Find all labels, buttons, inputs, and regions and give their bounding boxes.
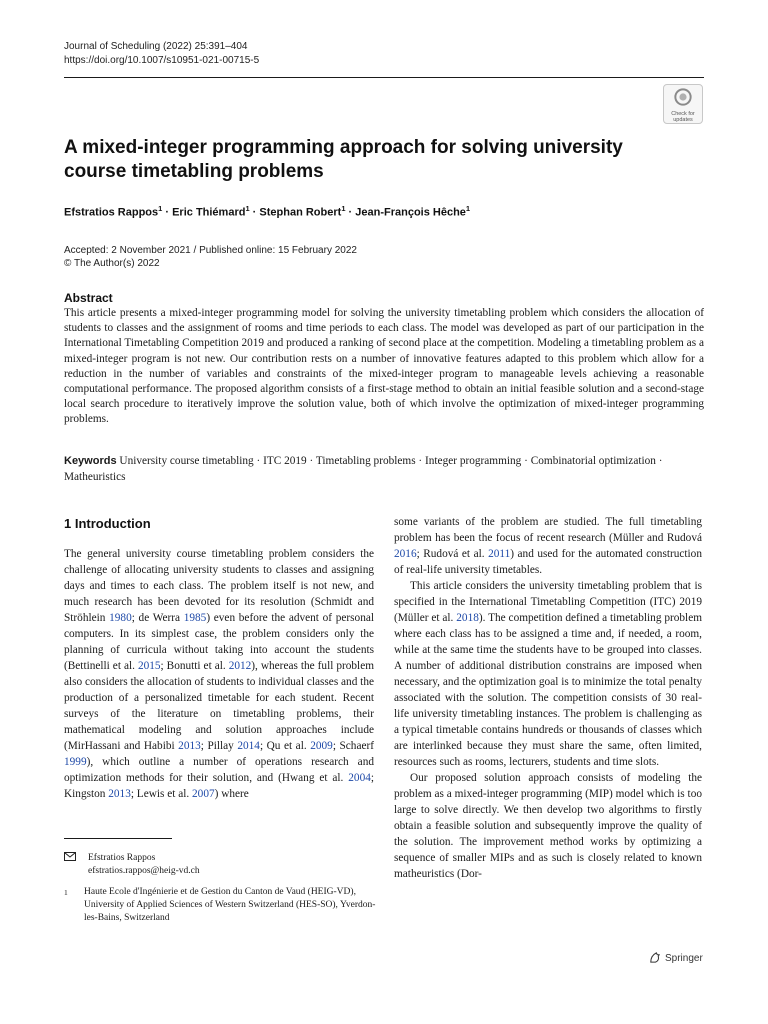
author-name[interactable]: Efstratios Rappos (64, 206, 159, 219)
citation-link[interactable]: 2009 (310, 740, 333, 752)
body-text: some variants of the problem are studied. The full timetabling problem has been the focus of recent research (Müller and Rudová (394, 516, 702, 544)
footnote-rule (64, 838, 172, 839)
publication-dates: Accepted: 2 November 2021 / Published online: 15 February 2022 (64, 245, 357, 256)
badge-line2: updates (673, 117, 693, 123)
citation-link[interactable]: 2011 (488, 548, 511, 560)
crossmark-icon (674, 88, 692, 106)
body-text: ; Pillay (200, 740, 238, 752)
paragraph (394, 770, 702, 882)
paragraph (394, 514, 702, 578)
citation-link[interactable]: 2007 (192, 788, 215, 800)
body-text: ; Rudová et al. (416, 548, 489, 560)
author-name[interactable]: Eric Thiémard (172, 206, 246, 219)
body-text: ) where (214, 788, 249, 800)
citation-link[interactable]: 2018 (456, 612, 479, 624)
body-text: This article considers the university timetabling problem that is specified in the International Timetabling Competition (ITC) 2019 (Müller et al. (394, 580, 702, 624)
body-text: ), whereas the full problem also considers the allocation of students to individual classes and the production of a personalized timetable for each student. Recent surveys of the literature on timetabling problems, their mathematical modeling and solution approaches include (MirHassani and Habibi (64, 660, 374, 752)
author-separator: · (249, 206, 260, 219)
corresponding-author-name: Efstratios Rappos (88, 853, 156, 863)
citation-link[interactable]: 2016 (394, 548, 417, 560)
springer-horse-icon (648, 951, 661, 964)
body-text: ). The competition defined a timetabling problem where each class has to be assigned a time and, if needed, a room, while at the same time the students have to be grouped into classes. A number of additional distribution constrains are imposed when necessary, and the optimization goal is to minimize the total penalty associated with the solution. The competition consists of 30 real-life university timetabling instances. The problem is challenging as a typical timetable contains hundreds or thousands of classes which are interlinked because they must share the same, often limited, resources such as rooms, lecturers, students and time slots. (394, 612, 702, 768)
abstract-text: This article presents a mixed-integer programming model for solving the university timetabling problem which considers the allocation of students to classes and the assignment of rooms and time periods to each class. The model was developed as part of our participation in the International Timetabling Competition 2019 and produced a ranking of second place at the competition. Modeling a timetabling problem as a mixed-integer program is not new. Our contribution rests on a number of innovative features adapted to this problem which allow for a reduction in the number of variables and constraints of the mixed-integer program to manageable levels achieving a reasonable computational performance. The proposed algorithm consists of a first-stage method to obtain an initial feasible solution and a second-stage local search procedure to iteratively improve the solution value, both of which involve the optimization of mixed-integer programming problems. (64, 307, 704, 426)
publisher-logo (648, 951, 703, 964)
author-affiliation-mark: 1 (465, 204, 471, 213)
affiliation-text: Haute Ecole d'Ingénierie et de Gestion du Canton de Vaud (HEIG-VD), University of Applied Sciences of Western Switzerland (HES-SO), Yverdon-les-Bains, Switzerland (84, 887, 376, 923)
citation-link[interactable]: 1999 (64, 756, 87, 768)
left-column (64, 546, 374, 802)
right-column (394, 514, 702, 882)
doi-link[interactable]: https://doi.org/10.1007/s10951-021-00715-5 (64, 55, 260, 66)
affiliation-number: 1 (64, 888, 68, 897)
section-heading: 1 Introduction (64, 516, 151, 531)
paragraph (64, 546, 374, 802)
author-name[interactable]: Stephan Robert (259, 206, 342, 219)
citation-link[interactable]: 2004 (348, 772, 371, 784)
body-text: ; Schaerf (332, 740, 374, 752)
body-text: ; Bonutti et al. (160, 660, 229, 672)
publication-info (64, 244, 357, 270)
author-affiliation-mark: 1 (158, 204, 163, 213)
citation-link[interactable]: 2013 (108, 788, 131, 800)
journal-header (64, 40, 259, 68)
abstract-heading: Abstract (64, 291, 113, 305)
envelope-icon (64, 852, 78, 866)
copyright-line: © The Author(s) 2022 (64, 258, 160, 269)
keywords-block (64, 453, 704, 485)
citation-link[interactable]: 2015 (137, 660, 161, 672)
keywords-heading: Keywords (64, 455, 117, 467)
author-name[interactable]: Jean-François Hêche (355, 206, 466, 219)
keywords-text: University course timetabling · ITC 2019 · Timetabling problems · Integer programming · Combinatorial optimization · Matheuristics (64, 455, 663, 483)
paragraph (394, 578, 702, 770)
paper-title: A mixed-integer programming approach for solving university course timetabling problems (64, 137, 623, 182)
check-for-updates-badge[interactable] (663, 84, 703, 124)
author-separator: · (162, 206, 173, 219)
corresponding-author-email[interactable]: efstratios.rappos@heig-vd.ch (88, 866, 200, 876)
author-separator: · (345, 206, 356, 219)
body-text: ) even before the advent of personal computers. In its simplest case, the problem considers only the planning of curricula without taking into account the students (Bettinelli et al. (64, 612, 375, 672)
header-rule (64, 77, 704, 78)
author-affiliation-mark: 1 (245, 204, 250, 213)
body-text: ), which outline a number of operations research and optimization methods for their solution, and (Hwang et al. (64, 756, 374, 784)
citation-link[interactable]: 1980 (109, 612, 132, 624)
body-text: ; Lewis et al. (130, 788, 193, 800)
body-text: ; Kingston (64, 772, 374, 800)
citation-link[interactable]: 2012 (228, 660, 252, 672)
author-affiliation-mark: 1 (341, 204, 346, 213)
body-text: Our proposed solution approach consists of modeling the problem as a mixed-integer programming (MIP) model which is too large to solve directly. We then develop two algorithms to firstly obtain a feasible solution and subsequently improve the quality of the solution. The improvement method works by optimizing a sequence of smaller MIPs and as such is closely related to known matheuristics (Dor- (394, 772, 702, 880)
corresponding-author (64, 852, 200, 878)
publisher-name: Springer (665, 953, 703, 964)
body-text: ) and used for the automated construction of real-life university timetables. (394, 548, 702, 576)
citation-link[interactable]: 2013 (178, 740, 201, 752)
body-text: ; de Werra (131, 612, 184, 624)
body-text: ; Qu et al. (259, 740, 311, 752)
body-text: The general university course timetabling problem considers the challenge of allocating university students to classes and assigning days and times to each class. The problem itself is not new, and much research has been devoted for its resolution (Schmidt and Ströhlein (64, 548, 374, 624)
citation-link[interactable]: 2014 (237, 740, 260, 752)
author-list (64, 204, 470, 219)
affiliation-footnote (64, 886, 384, 925)
citation-link[interactable]: 1985 (183, 612, 207, 624)
journal-citation: Journal of Scheduling (2022) 25:391–404 (64, 41, 248, 52)
badge-line1: Check for (671, 111, 695, 117)
